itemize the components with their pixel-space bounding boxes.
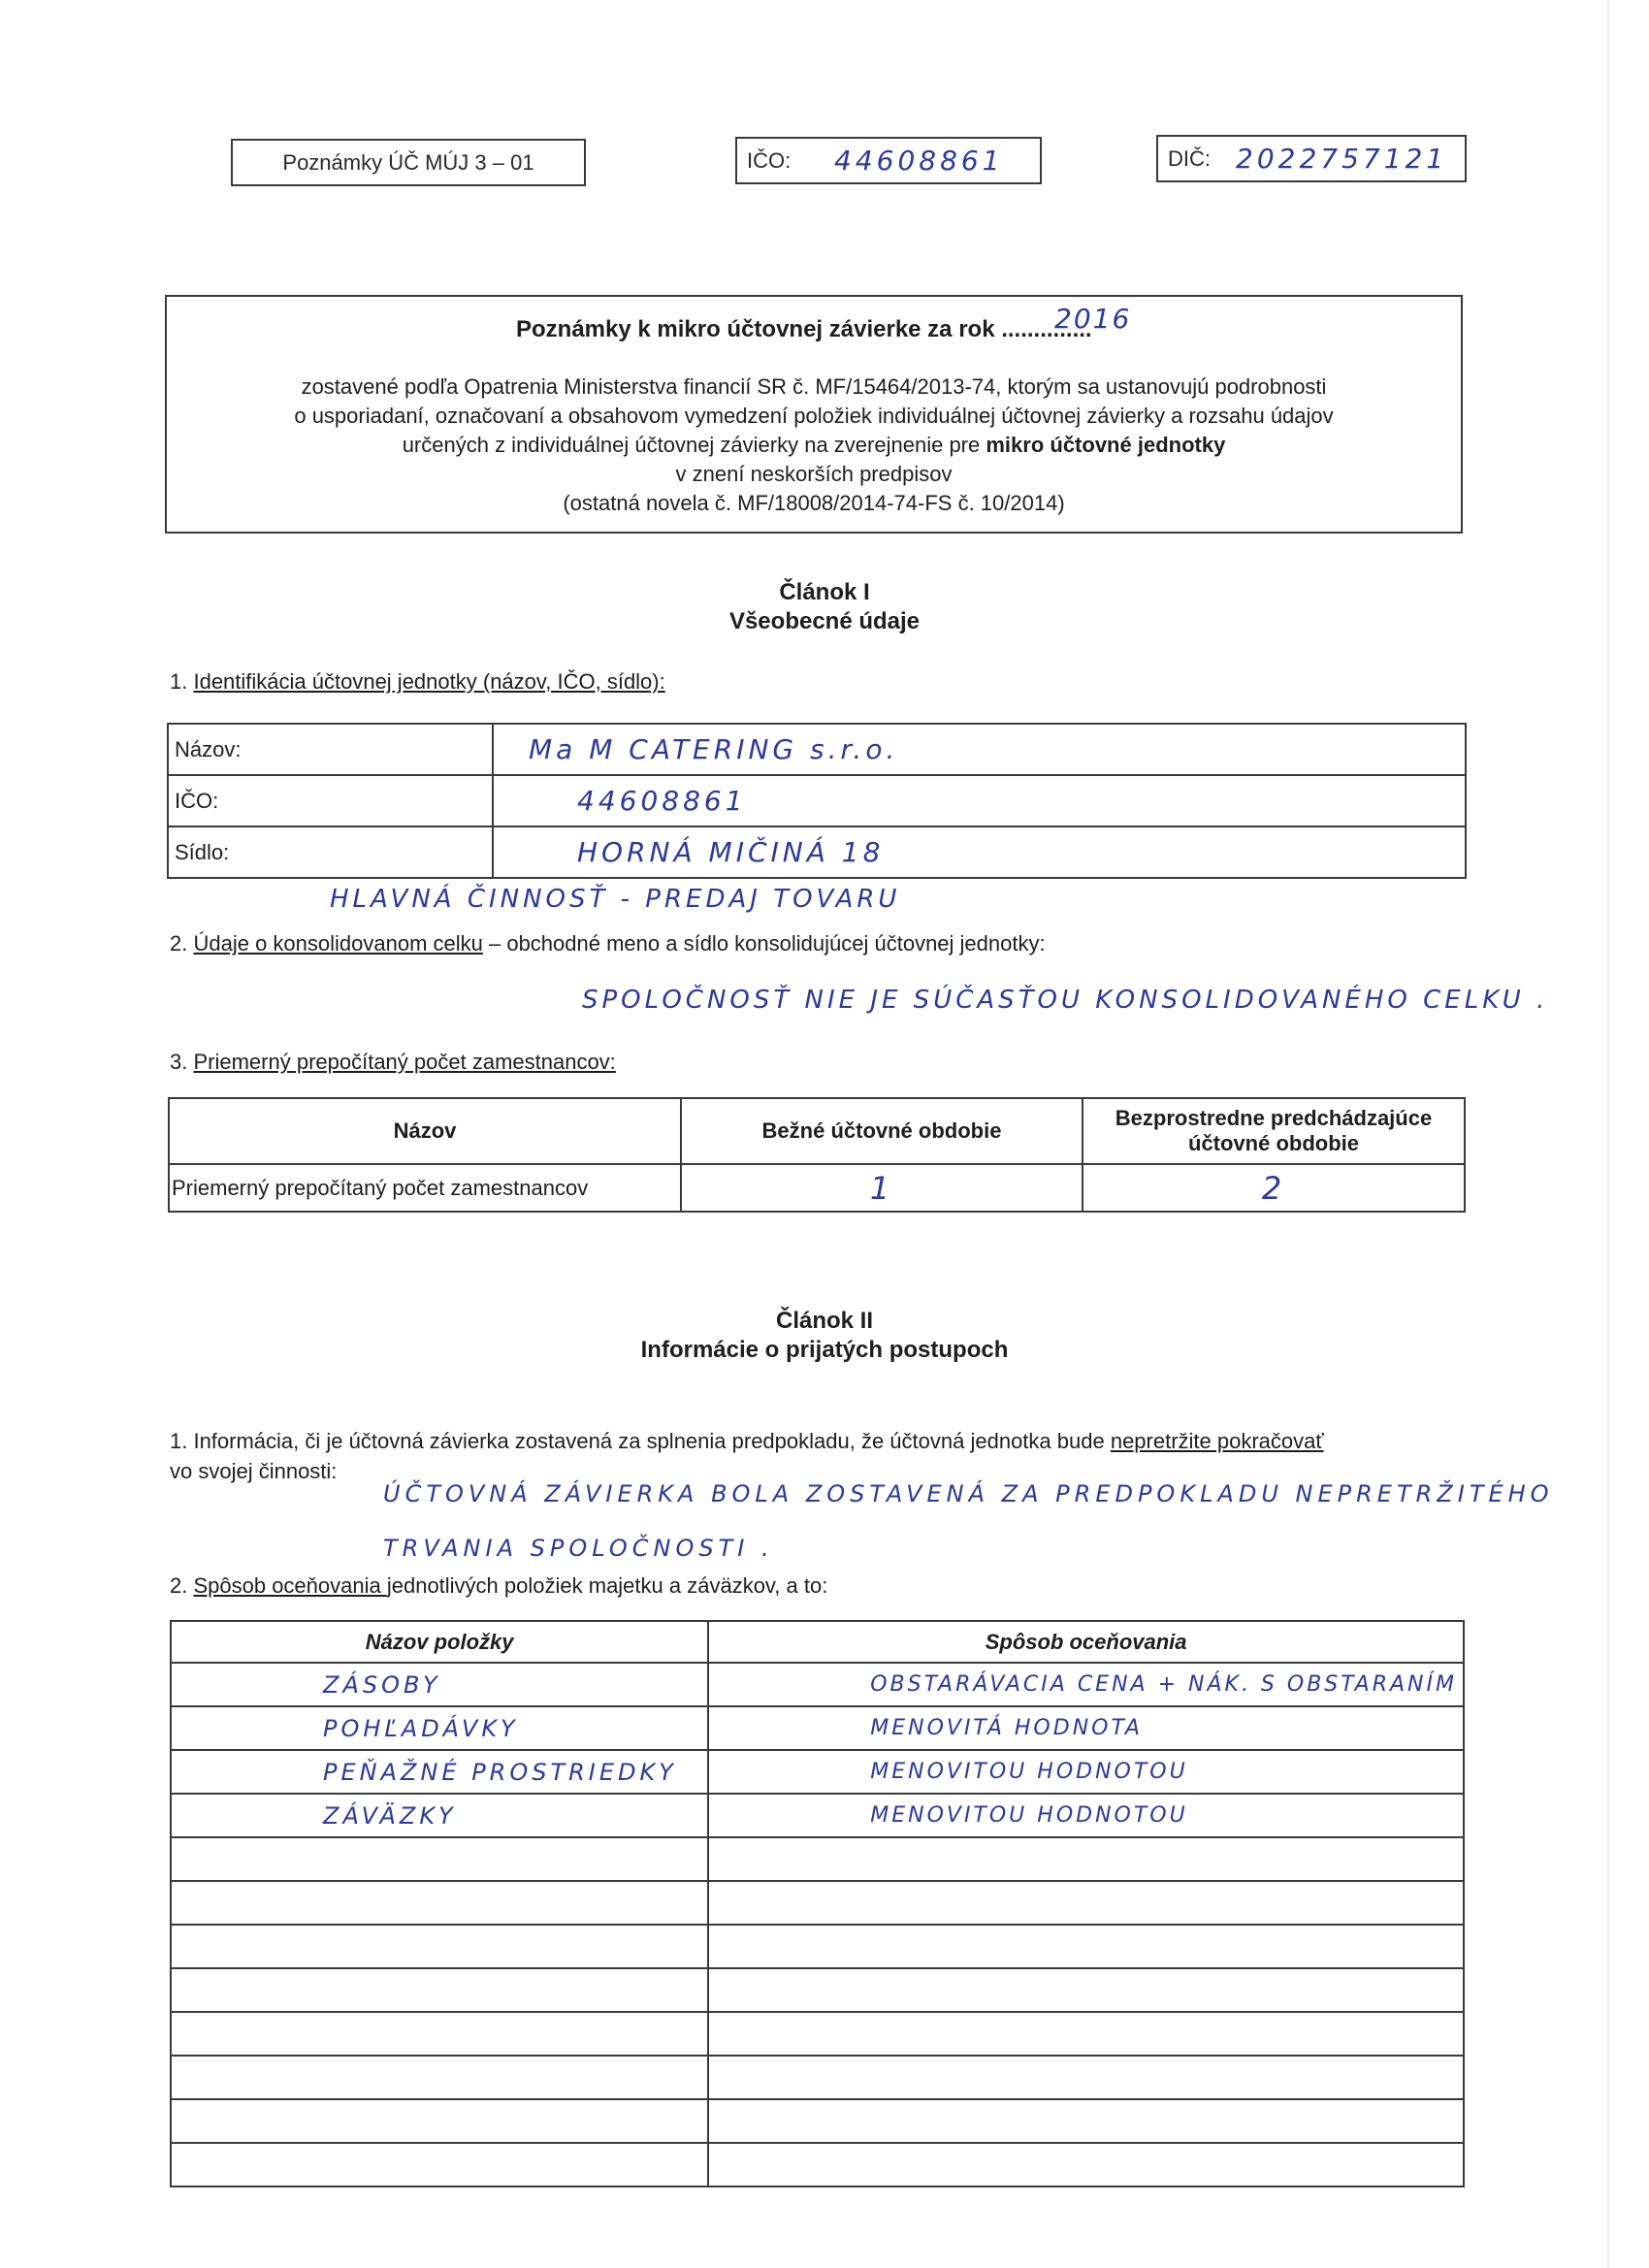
valuation-method: MENOVITOU HODNOTOU: [870, 1760, 1188, 1784]
header-current: Bežné účtovné obdobie: [681, 1098, 1083, 1164]
valuation-method: MENOVITÁ HODNOTA: [870, 1716, 1143, 1740]
ico-label: IČO:: [747, 148, 792, 173]
identification-row-name: [168, 724, 1466, 775]
form-code-box: [231, 139, 586, 186]
valuation-row: [171, 1794, 1464, 1837]
row-label: Názov:: [168, 724, 493, 775]
current-period-value: 1: [681, 1164, 1083, 1212]
item-name-cell: [171, 1706, 708, 1750]
consolidation-answer: SPOLOČNOSŤ NIE JE SÚČASŤOU KONSOLIDOVANÉHO CELKU .: [582, 986, 1549, 1015]
row-value: HORNÁ MIČINÁ 18: [493, 826, 1466, 878]
valuation-method-cell: [708, 2056, 1464, 2099]
row-value: 44608861: [493, 775, 1466, 826]
ico-value: 44608861: [834, 145, 1004, 177]
valuation-row: [171, 2143, 1464, 2187]
valuation-method-cell: [708, 1837, 1464, 1881]
employees-data-row: [169, 1164, 1465, 1212]
regulation-line-2: o usporiadaní, označovaní a obsahovom vymedzení položiek individuálnej účtovnej závierky a rozsahu údajov: [294, 404, 1334, 428]
going-concern-answer-line-1: ÚČTOVNÁ ZÁVIERKA BOLA ZOSTAVENÁ ZA PREDPOKLADU NEPRETRŽITÉHO: [383, 1480, 1554, 1507]
article-2-title: Informácie o prijatých postupoch: [640, 1337, 1009, 1363]
employees-header-row: [169, 1098, 1465, 1164]
valuation-row: [171, 1706, 1464, 1750]
row-label: Sídlo:: [168, 826, 493, 878]
valuation-header-row: [171, 1621, 1464, 1663]
valuation-row: [171, 1968, 1464, 2012]
row-label: IČO:: [168, 775, 493, 826]
article-2-item-1-label: 1. Informácia, či je účtovná závierka zostavená za splnenia predpokladu, že účtovná jednotka bude nepretržite pokračovať vo svojej činnosti:: [170, 1429, 1324, 1483]
valuation-method-cell: [708, 2012, 1464, 2056]
identification-row-seat: [168, 826, 1466, 878]
form-code: Poznámky ÚČ MÚJ 3 – 01: [282, 150, 534, 175]
valuation-method-cell: [708, 1794, 1464, 1837]
valuation-method-cell: [708, 2143, 1464, 2187]
item-name: ZÁVÄZKY: [323, 1801, 457, 1830]
article-1-item-3-label: 3. Priemerný prepočítaný počet zamestnancov:: [170, 1050, 616, 1074]
valuation-table: [170, 1620, 1465, 2187]
header-method: Spôsob oceňovania: [708, 1621, 1464, 1663]
item-name: PEŇAŽNÉ PROSTRIEDKY: [323, 1758, 677, 1786]
valuation-method: OBSTARÁVACIA CENA + NÁK. S OBSTARANÍM: [870, 1672, 1457, 1697]
valuation-method-cell: [708, 1663, 1464, 1706]
item-name-cell: [171, 2012, 708, 2056]
valuation-method-cell: [708, 1881, 1464, 1925]
article-2-item-2-label: 2. Spôsob oceňovania jednotlivých položiek majetku a záväzkov, a to:: [170, 1573, 828, 1598]
employees-table: [168, 1097, 1466, 1213]
dic-value: 2022757121: [1236, 143, 1448, 175]
identification-row-ico: [168, 775, 1466, 826]
scan-edge: [1607, 0, 1609, 2268]
regulation-line-1: zostavené podľa Opatrenia Ministerstva financií SR č. MF/15464/2013-74, ktorým sa ustanovujú podrobnosti: [301, 374, 1327, 399]
row-label: Priemerný prepočítaný počet zamestnancov: [169, 1164, 681, 1212]
valuation-row: [171, 1750, 1464, 1794]
item-name-cell: [171, 1968, 708, 2012]
valuation-method-cell: [708, 1925, 1464, 1968]
valuation-row: [171, 1663, 1464, 1706]
title-box: [165, 295, 1463, 534]
header-item: Názov položky: [171, 1621, 708, 1663]
item-name-cell: [171, 1750, 708, 1794]
regulation-line-3: určených z individuálnej účtovnej závierky na zverejnenie pre mikro účtovné jednotky: [402, 433, 1226, 457]
item-name-cell: [171, 1837, 708, 1881]
item-name-cell: [171, 1881, 708, 1925]
valuation-method-cell: [708, 1750, 1464, 1794]
ico-box: [735, 137, 1042, 184]
valuation-row: [171, 2012, 1464, 2056]
item-name: ZÁSOBY: [323, 1670, 441, 1699]
valuation-row: [171, 2056, 1464, 2099]
valuation-row: [171, 2099, 1464, 2143]
valuation-method: MENOVITOU HODNOTOU: [870, 1803, 1188, 1828]
notes-title: Poznámky k mikro účtovnej závierke za rok ..............: [516, 316, 1092, 342]
item-name-cell: [171, 1663, 708, 1706]
article-1-title: Všeobecné údaje: [728, 608, 921, 634]
previous-period-value: 2: [1083, 1164, 1465, 1212]
article-1-item-1-label: 1. Identifikácia účtovnej jednotky (názov, IČO, sídlo):: [170, 669, 665, 694]
item-name-cell: [171, 1794, 708, 1837]
item-name: POHĽADÁVKY: [323, 1714, 519, 1742]
main-activity-note: HLAVNÁ ČINNOSŤ - PREDAJ TOVARU: [330, 885, 901, 914]
article-1-number: Článok I: [779, 579, 870, 605]
header-previous: Bezprostredne predchádzajúce účtovné obdobie: [1083, 1098, 1465, 1164]
identification-table: [167, 723, 1467, 879]
dic-label: DIČ:: [1168, 146, 1211, 171]
item-name-cell: [171, 2056, 708, 2099]
row-value: Ma M CATERING s.r.o.: [493, 724, 1466, 775]
notes-year: 2016: [1054, 303, 1132, 335]
header-name: Názov: [169, 1098, 681, 1164]
dic-box: [1156, 135, 1467, 182]
valuation-method-cell: [708, 1968, 1464, 2012]
item-name-cell: [171, 2143, 708, 2187]
regulation-line-5: (ostatná novela č. MF/18008/2014-74-FS č. 10/2014): [563, 491, 1065, 515]
valuation-method-cell: [708, 2099, 1464, 2143]
valuation-row: [171, 1881, 1464, 1925]
item-name-cell: [171, 1925, 708, 1968]
valuation-row: [171, 1837, 1464, 1881]
regulation-line-4: v znení neskorších predpisov: [675, 462, 953, 486]
article-2-number: Článok II: [775, 1308, 874, 1334]
going-concern-answer-line-2: TRVANIA SPOLOČNOSTI .: [383, 1535, 774, 1562]
article-1-item-2-label: 2. Údaje o konsolidovanom celku – obchodné meno a sídlo konsolidujúcej účtovnej jednotky:: [170, 931, 1046, 956]
valuation-row: [171, 1925, 1464, 1968]
valuation-method-cell: [708, 1706, 1464, 1750]
item-name-cell: [171, 2099, 708, 2143]
